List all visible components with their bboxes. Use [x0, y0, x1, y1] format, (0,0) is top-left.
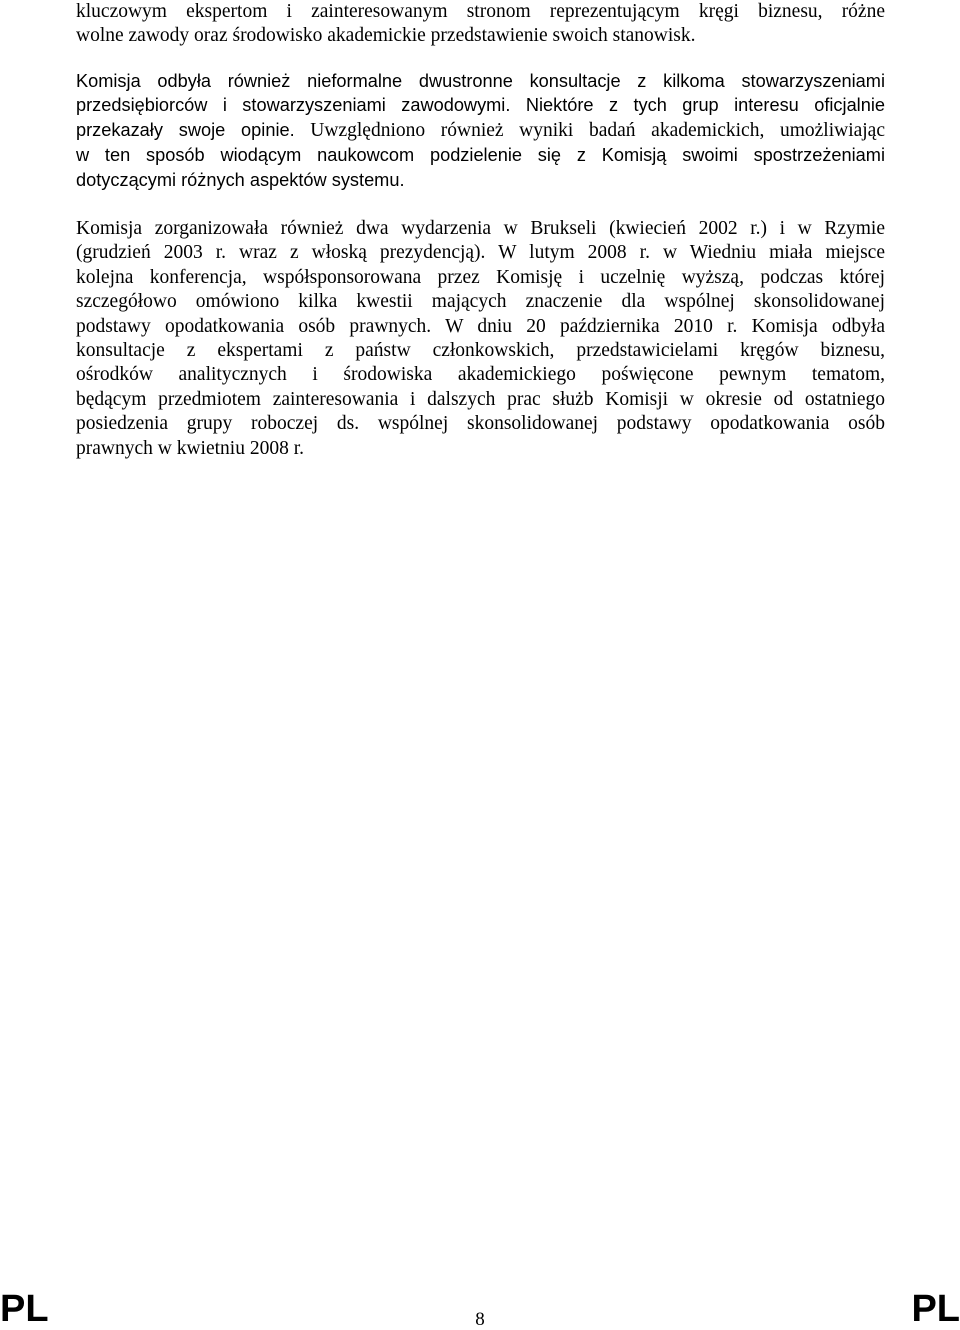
footer-language-left: PL [0, 1288, 49, 1330]
text-line: (grudzień 2003 r. wraz z włoską prezydencją). W lutym 2008 r. w Wiedniu miała miejsce [76, 242, 885, 264]
text-line: wolne zawody oraz środowisko akademickie przedstawienie swoich stanowisk. [76, 25, 696, 47]
text-line: podstawy opodatkowania osób prawnych. W dniu 20 października 2010 r. Komisja odbyła [76, 315, 885, 337]
text-line: konsultacje z ekspertami z państw członkowskich, przedstawicielami kręgów biznesu, [76, 340, 885, 362]
page-number: 8 [475, 1309, 485, 1330]
text-line-mixed [76, 118, 885, 143]
text-line: w ten sposób wiodącym naukowcom podzielenie się z Komisją swoimi spostrzeżeniami [76, 145, 885, 166]
text-line: Komisja zorganizowała również dwa wydarzenia w Brukseli (kwiecień 2002 r.) i w Rzymie [76, 218, 885, 239]
text-line: ośrodków analitycznych i środowiska akademickiego poświęcone pewnym tematom, [76, 364, 885, 386]
text-line: kluczowym ekspertom i zainteresowanym stronom reprezentującym kręgi biznesu, różne [76, 1, 885, 22]
text-line: szczegółowo omówiono kilka kwestii mających znaczenie dla wspólnej skonsolidowanej [76, 291, 885, 313]
text-line: przedsiębiorców i stowarzyszeniami zawodowymi. Niektóre z tych grup interesu oficjalnie [76, 95, 885, 116]
text-line: dotyczącymi różnych aspektów systemu. [76, 169, 405, 190]
text-line: posiedzenia grupy roboczej ds. wspólnej skonsolidowanej podstawy opodatkowania osób [76, 413, 885, 435]
text-line: prawnych w kwietniu 2008 r. [76, 437, 305, 459]
footer-language-right: PL [911, 1288, 960, 1330]
text-line: Komisja odbyła również nieformalne dwustronne konsultacje z kilkoma stowarzyszeniami [76, 71, 885, 91]
text-line: kolejna konferencja, współsponsorowana przez Komisję i uczelnię wyższą, podczas której [76, 266, 885, 288]
paragraph-bilateral-consultations [76, 69, 885, 192]
text-segment: Uwzględniono również wyniki badań akademickich, umożliwiając [310, 119, 885, 141]
paragraph-events [76, 217, 885, 461]
text-line: będącym przedmiotem zainteresowania i dalszych prac służb Komisji w okresie od ostatniego [76, 388, 885, 410]
text-segment: przekazały swoje opinie. [76, 119, 295, 140]
paragraph-consultation-intro [76, 0, 885, 49]
